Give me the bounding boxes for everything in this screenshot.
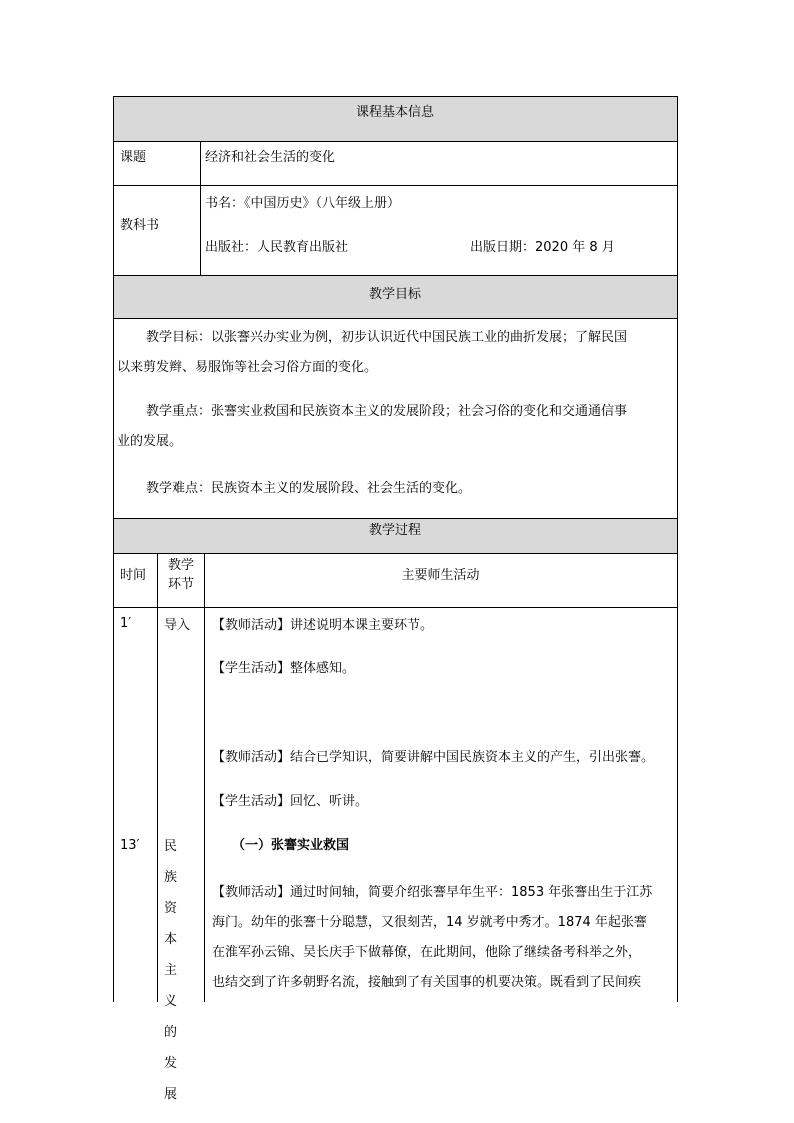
row2-stage-vertical [164,831,204,1110]
row1-line-2: 【学生活动】整体感知。 [212,661,356,676]
publisher: 出版社：人民教育出版社 [205,240,349,255]
col-stage-header-line1: 教学 [167,558,194,573]
textbook-label: 教科书 [120,218,160,233]
row2-line-1: 【教师活动】结合已学知识，简要讲解中国民族资本主义的产生，引出张謇。 [212,750,655,765]
objectives-header: 教学目标 [368,287,421,302]
row2-line-4: 【教师活动】通过时间轴，简要介绍张謇早年生平：1853 年张謇出生于江苏 [212,885,653,900]
col-activity-header: 主要师生活动 [401,568,480,583]
stage-char: 义 [164,994,178,1009]
row2-line-7: 也结交到了许多朝野名流，接触到了有关国事的机要决策。既看到了民间疾 [212,975,642,990]
stage-char: 主 [164,963,178,978]
section-heading: （一）张謇实业救国 [232,838,350,853]
book-name: 书名：《中国历史》（八年级上册） [205,196,401,211]
col-stage-header-line2: 环节 [167,577,194,592]
row2-line-6: 在淮军孙云锦、吴长庆手下做幕僚，在此期间，他除了继续备考科举之外， [212,945,642,960]
basic-info-header: 课程基本信息 [355,105,434,120]
stage-char: 展 [164,1087,178,1102]
stage-char: 的 [164,1025,178,1040]
process-header: 教学过程 [368,523,421,538]
goal-line-2: 以来剪发辫、易服饰等社会习俗方面的变化。 [117,360,378,375]
row2-line-5: 海门。幼年的张謇十分聪慧，又很刻苦，14 岁就考中秀才。1874 年起张謇 [212,915,647,930]
row2-line-2: 【学生活动】回忆、听讲。 [212,794,369,809]
topic-value: 经济和社会生活的变化 [205,150,336,165]
topic-label: 课题 [120,150,147,165]
stage-char: 资 [164,901,178,916]
publish-date: 出版日期：2020 年 8 月 [470,240,615,255]
row1-stage: 导入 [164,618,191,633]
stage-char: 民 [164,839,178,854]
row1-line-1: 【教师活动】讲述说明本课主要环节。 [212,618,434,633]
goal-line-1: 教学目标：以张謇兴办实业为例，初步认识近代中国民族工业的曲折发展；了解民国 [146,330,628,345]
key-line-1: 教学重点：张謇实业救国和民族资本主义的发展阶段；社会习俗的变化和交通通信事 [146,404,628,419]
key-line-2: 业的发展。 [117,434,183,449]
col-time-header: 时间 [120,568,147,583]
stage-char: 本 [164,932,178,947]
difficulty-line: 教学难点：民族资本主义的发展阶段、社会生活的变化。 [146,481,472,496]
row1-time: 1′ [120,616,132,631]
row2-time: 13′ [120,838,140,853]
stage-char: 发 [164,1056,178,1071]
stage-char: 族 [164,870,178,885]
